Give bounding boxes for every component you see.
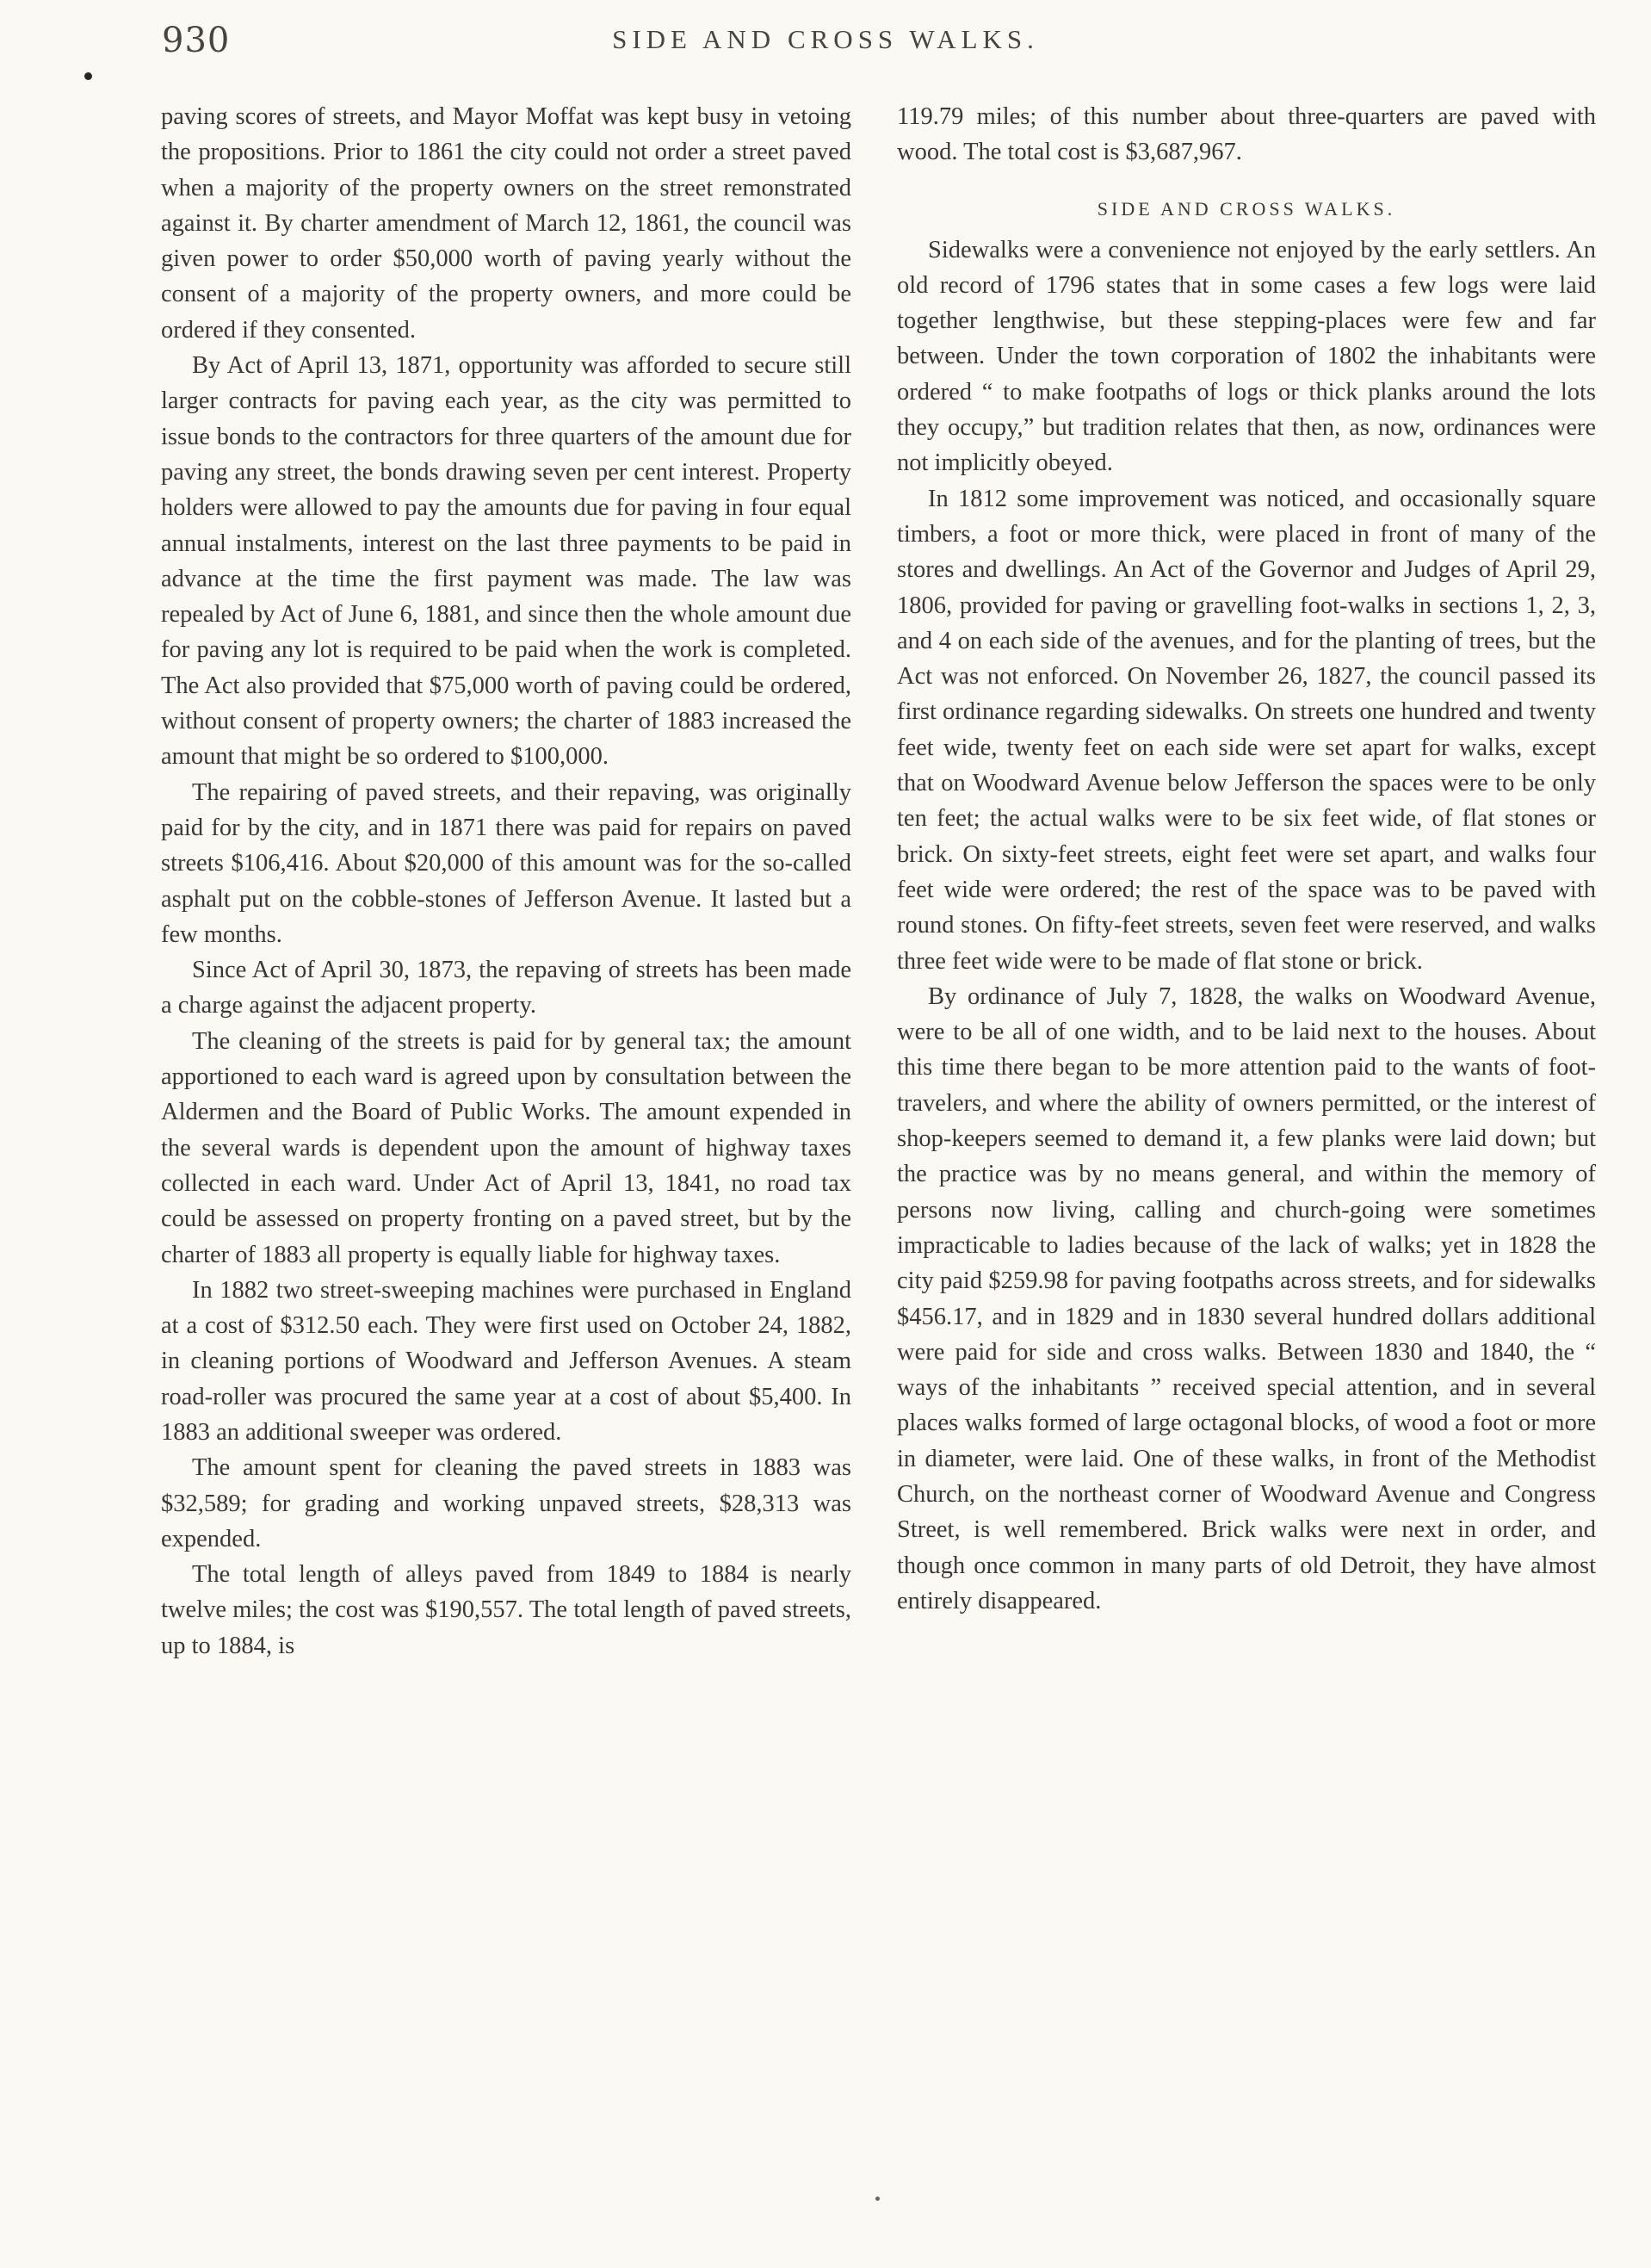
paragraph: By Act of April 13, 1871, opportunity was afforded to secure still larger contracts for paving each year, as the city was permitted to issue bonds to the contractors for three quarters of the amount due for paving any street, the bonds drawing seven per cent interest. Property holders were allowed to pay the amounts due for paving in four equal annual instalments, interest on the last three payments to be paid in advance at the time the first payment was made. The law was repealed by Act of June 6, 1881, and since then the whole amount due for paving any lot is required to be paid when the work is completed. The Act also provided that $75,000 worth of paving could be ordered, without consent of property owners; the charter of 1883 increased the amount that might be so ordered to $100,000. [161, 352, 851, 771]
paragraph: Sidewalks were a convenience not enjoyed by the early settlers. An old record of 1796 states that in some cases a few logs were laid together lengthwise, but these stepping-places were few and far between. Under the town corporation of 1802 the inhabitants were ordered “ to make footpaths of logs or thick planks around the lots they occupy,” but tradition relates that then, as now, ordinances were not implicitly obeyed. [897, 236, 1596, 477]
section-heading: SIDE AND CROSS WALKS. [1097, 197, 1396, 220]
page-number: 930 [162, 21, 231, 60]
paragraph-continuation: 119.79 miles; of this number about three-quarters are paved with wood. The total cost is $3,687,967. [897, 103, 1596, 166]
margin-mark [84, 72, 92, 80]
paragraph: The total length of alleys paved from 1849 to 1884 is nearly twelve miles; the cost was $190,557. The total length of paved streets, up to 1884, is [161, 1561, 851, 1659]
left-column [161, 99, 851, 1664]
paragraph: In 1812 some improvement was noticed, and occasionally square timbers, a foot or more thick, were placed in front of many of the stores and dwellings. An Act of the Governor and Judges of April 29, 1806, provided for paving or gravelling foot-walks in sections 1, 2, 3, and 4 on each side of the avenues, and for the planting of trees, but the Act was not enforced. On November 26, 1827, the council passed its first ordinance regarding sidewalks. On streets one hundred and twenty feet wide, twenty feet on each side were set apart for walks, except that on Woodward Avenue below Jefferson the spaces were to be only ten feet; the actual walks were to be six feet wide, of flat stones or brick. On sixty-feet streets, eight feet were set apart, and walks four feet wide were ordered; the rest of the space was to be paved with round stones. On fifty-feet streets, seven feet were reserved, and walks three feet wide were to be made of flat stone or brick. [897, 485, 1597, 975]
paragraph: By ordinance of July 7, 1828, the walks on Woodward Avenue, were to be all of one width, and to be laid next to the houses. About this time there began to be more attention paid to the wants of foot-travelers, and where the ability of owners permitted, or the interest of shop-keepers seemed to demand it, a few planks were laid down; but the practice was by no means general, and within the memory of persons now living, calling and church-going were sometimes impracticable to ladies because of the lack of walks; yet in 1828 the city paid $259.98 for paving footpaths across streets, and for sidewalks $456.17, and in 1829 and in 1830 several hundred dollars additional were paid for side and cross walks. Between 1830 and 1840, the “ ways of the inhabitants ” received special attention, and in several places walks formed of large octagonal blocks, of wood a foot or more in diameter, were laid. One of these walks, in front of the Methodist Church, on the northeast corner of Woodward Avenue and Congress Street, is well remembered. Brick walks were next in order, and though once common in many parts of old Detroit, they have almost entirely disappeared. [897, 982, 1596, 1614]
right-column [897, 99, 1596, 1619]
running-head: SIDE AND CROSS WALKS. [612, 24, 1039, 54]
paragraph: The cleaning of the streets is paid for by general tax; the amount apportioned to each ward is agreed upon by consultation between the Aldermen and the Board of Public Works. The amount expended in the several wards is dependent upon the amount of highway taxes collected in each ward. Under Act of April 13, 1841, no road tax could be assessed on property fronting on a paved street, but by the charter of 1883 all property is equally liable for highway taxes. [161, 1027, 851, 1268]
paragraph: Since Act of April 30, 1873, the repaving of streets has been made a charge against the adjacent property. [161, 957, 851, 1019]
print-speck [875, 2197, 880, 2201]
paragraph: In 1882 two street-sweeping machines were purchased in England at a cost of $312.50 each. They were first used on October 24, 1882, in cleaning portions of Woodward and Jefferson Avenues. A steam road-roller was procured the same year at a cost of about $5,400. In 1883 an additional sweeper was ordered. [161, 1276, 851, 1446]
paragraph: paving scores of streets, and Mayor Moffat was kept busy in vetoing the propositions. Prior to 1861 the city could not order a street paved when a majority of the property owners on the street remonstrated against it. By charter amendment of March 12, 1861, the council was given power to order $50,000 worth of paving yearly without the consent of a majority of the property owners, and more could be ordered if they consented. [161, 103, 851, 344]
paragraph: The repairing of paved streets, and their repaving, was originally paid for by the city, and in 1871 there was paid for repairs on paved streets $106,416. About $20,000 of this amount was for the so-called asphalt put on the cobble-stones of Jefferson Avenue. It lasted but a few months. [161, 778, 851, 948]
paragraph: The amount spent for cleaning the paved streets in 1883 was $32,589; for grading and working unpaved streets, $28,313 was expended. [161, 1454, 851, 1552]
